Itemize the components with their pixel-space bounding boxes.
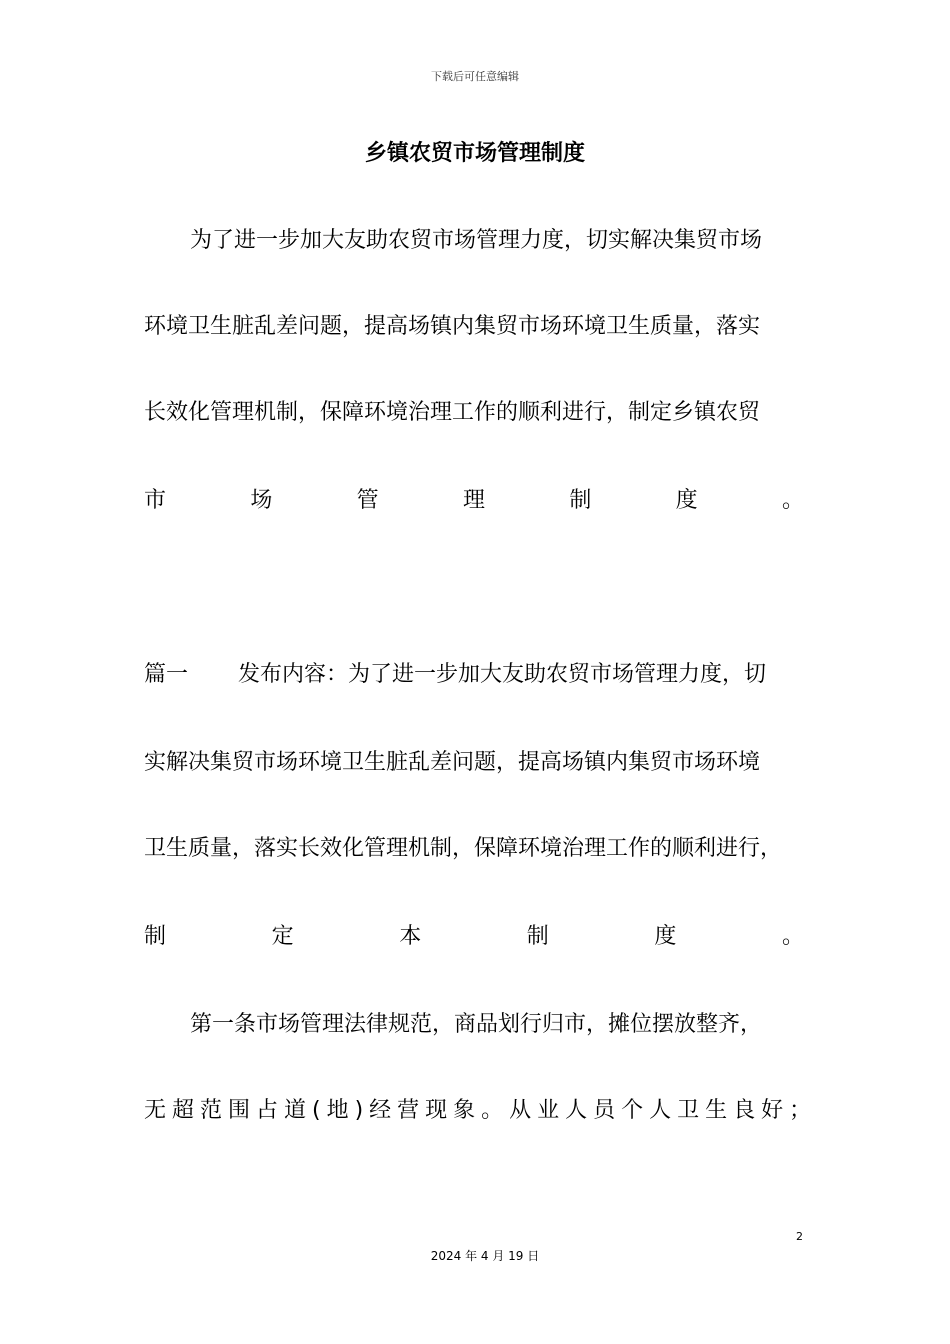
paragraph2-char: 本 bbox=[399, 924, 422, 949]
paragraph1-char: 管 bbox=[356, 488, 379, 513]
paragraph2-line2: 实解决集贸市场环境卫生脏乱差问题，提高场镇内集贸市场环境 bbox=[144, 750, 761, 775]
paragraph2-line4 bbox=[144, 922, 804, 952]
paragraph3-line1: 第一条市场管理法律规范，商品划行归市，摊位摆放整齐， bbox=[190, 1012, 763, 1037]
paragraph1-char: 场 bbox=[250, 488, 273, 513]
paragraph1-line4 bbox=[144, 486, 804, 516]
paragraph1-line1: 为了进一步加大友助农贸市场管理力度，切实解决集贸市场 bbox=[190, 228, 763, 253]
document-title: 乡镇农贸市场管理制度 bbox=[364, 141, 585, 166]
paragraph2-char: 定 bbox=[271, 924, 294, 949]
paragraph1-line3: 长效化管理机制，保障环境治理工作的顺利进行，制定乡镇农贸 bbox=[144, 400, 761, 425]
paragraph1-char: 市 bbox=[144, 488, 167, 513]
paragraph2-char: 度 bbox=[654, 924, 677, 949]
paragraph1-char: 制 bbox=[569, 488, 592, 513]
paragraph2-line1 bbox=[144, 660, 804, 690]
paragraph2-char: 制 bbox=[526, 924, 549, 949]
paragraph2-line1-text: 发布内容：为了进一步加大友助农贸市场管理力度，切 bbox=[238, 662, 767, 687]
section-label: 篇一 bbox=[144, 662, 189, 687]
paragraph1-line2: 环境卫生脏乱差问题，提高场镇内集贸市场环境卫生质量，落实 bbox=[144, 314, 761, 339]
paragraph2-line3: 卫生质量，落实长效化管理机制，保障环境治理工作的顺利进行， bbox=[144, 836, 783, 861]
paragraph1-char: 。 bbox=[781, 488, 804, 513]
paragraph1-char: 理 bbox=[462, 488, 485, 513]
paragraph1-char: 度 bbox=[675, 488, 698, 513]
page-number: 2 bbox=[796, 1230, 803, 1243]
page-header: 下载后可任意编辑 bbox=[431, 70, 519, 83]
paragraph2-char: 。 bbox=[781, 924, 804, 949]
paragraph3-line2: 无超范围占道(地)经营现象。从业人员个人卫生良好； bbox=[144, 1098, 818, 1123]
footer-date: 2024 年 4 月 19 日 bbox=[430, 1249, 540, 1263]
paragraph2-char: 制 bbox=[144, 924, 167, 949]
